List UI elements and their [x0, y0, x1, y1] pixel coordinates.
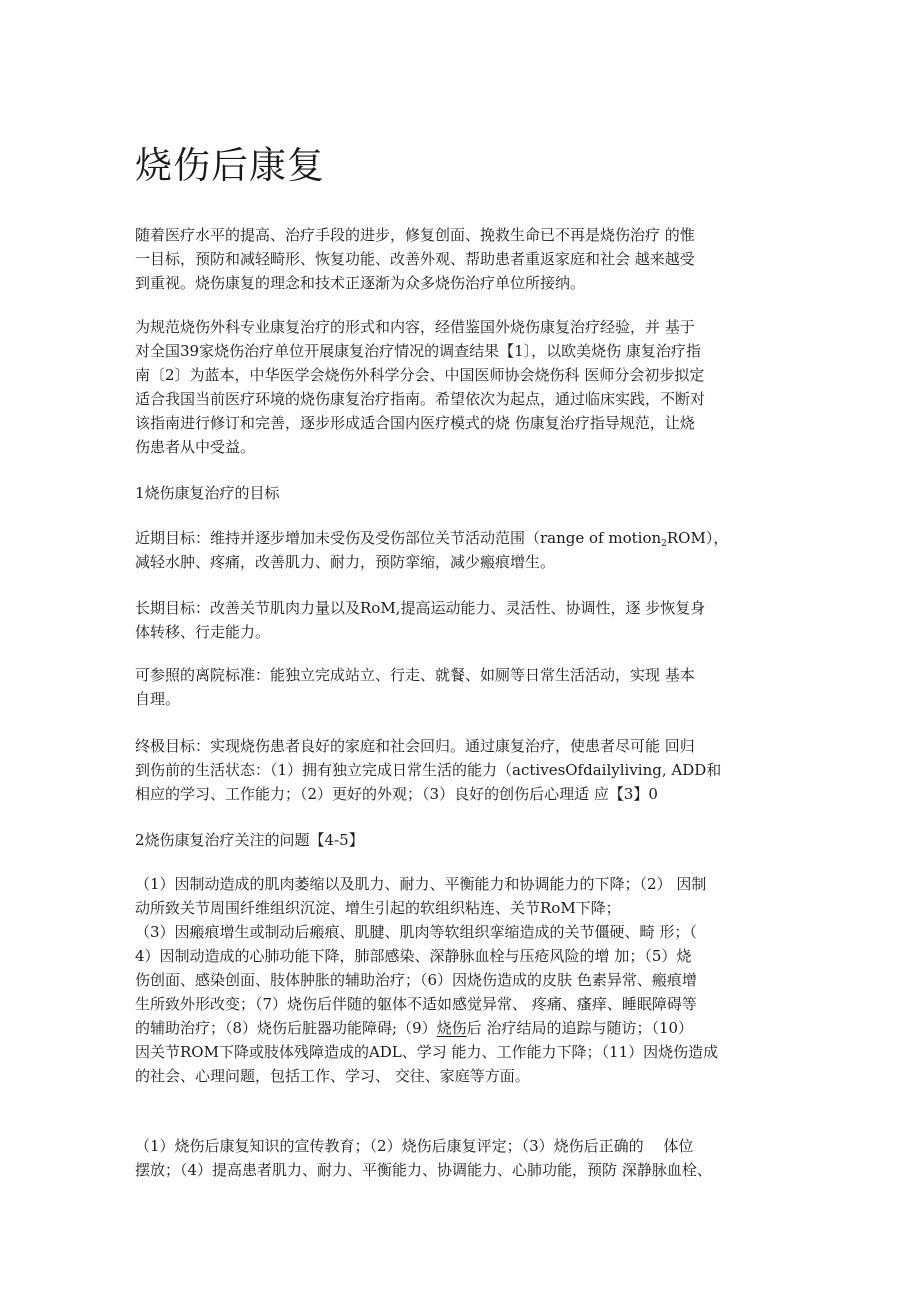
text-line: 4）因制动造成的心肺功能下降，肺部感染、深静脉血栓与压疮风险的增 加；（5）烧 [135, 947, 692, 965]
text-line: 可参照的离院标准：能独立完成站立、行走、就餐、如厕等日常生活活动，实现 基本 [135, 666, 695, 684]
text-line: 对全国39家烧伤治疗单位开展康复治疗情况的调查结果【1〕，以欧美烧伤 康复治疗指 [135, 342, 701, 360]
text-line [135, 1016, 790, 1040]
text-line: 自理。 [135, 690, 181, 708]
text-segment: 的辅助治疗；（8）烧伤后脏器功能障碍;（9） [135, 1019, 437, 1037]
text-line: 该指南进行修订和完善，逐步形成适合国内医疗模式的烧 伤康复治疗指导规范，让烧 [135, 414, 695, 432]
text-line: （3）因瘢痕增生或制动后瘢痕、肌腱、肌肉等软组织挛缩造成的关节僵硬、畸 形；（ [135, 923, 697, 941]
text-line: （1）烧伤后康复知识的宣传教育；（2）烧伤后康复评定；（3）烧伤后正确的 体位 [135, 1137, 694, 1155]
text-line: 随着医疗水平的提高、治疗手段的进步，修复创面、挽救生命已不再是烧伤治疗 的惟 [135, 226, 695, 244]
text-line: 伤创面、感染创面、肢体肿胀的辅助治疗；（6）因烧伤造成的皮肤 色素异常、瘢痕增 [135, 971, 697, 989]
text-line [135, 526, 790, 550]
text-line: 动所致关节周围纤维组织沉淀、增生引起的软组织粘连、关节RoM下降； [135, 899, 621, 917]
text-line: 因关节ROM下降或肢体残障造成的ADL、学习 能力、工作能力下降；（11）因烧伤造成 [135, 1043, 719, 1061]
text-segment: 后 治疗结局的追踪与随访；（10） [466, 1019, 694, 1037]
section-heading: 1烧伤康复治疗的目标 [135, 484, 280, 502]
text-line: 一目标，预防和减轻畸形、恢复功能、改善外观、帮助患者重返家庭和社会 越来越受 [135, 250, 695, 268]
discharge-criteria-paragraph [135, 663, 790, 711]
text-line: 体转移、行走能力。 [135, 623, 271, 641]
text-line: 生所致外形改变；（7）烧伤后伴随的躯体不适如感觉异常、 疼痛、瘙痒、睡眠障碍等 [135, 995, 697, 1013]
text-line: 到重视。烧伤康复的理念和技术正逐渐为众多烧伤治疗单位所接纳。 [135, 274, 586, 292]
text-line: 长期目标：改善关节肌肉力量以及RoM,提高运动能力、灵活性、协调性，逐 步恢复身 [135, 599, 706, 617]
background-paragraph [135, 315, 790, 459]
text-segment: ROM）， [666, 529, 729, 547]
problems-paragraph [135, 872, 790, 1088]
ultimate-goal-paragraph [135, 734, 790, 806]
text-line: 南〔2〕为蓝本，中华医学会烧伤外科学分会、中国医师协会烧伤科 医师分会初步拟定 [135, 366, 705, 384]
page-title: 烧伤后康复 [135, 144, 325, 187]
text-segment: 近期目标：维持并逐步增加未受伤及受伤部位关节活动范围（range of motion [135, 529, 662, 547]
text-line: 相应的学习、工作能力；（2）更好的外观；（3）良好的创伤后心理适 应【3】0 [135, 785, 658, 803]
text-line: 终极目标：实现烧伤患者良好的家庭和社会回归。通过康复治疗，使患者尽可能 回归 [135, 737, 695, 755]
near-term-goal-paragraph [135, 526, 790, 574]
section-heading: 2烧伤康复治疗关注的问题【4-5】 [135, 831, 364, 849]
intro-paragraph [135, 223, 790, 295]
text-line: 减轻水肿、疼痛，改善肌力、耐力，预防挛缩，减少瘢痕增生。 [135, 553, 556, 571]
text-line: 伤患者从中受益。 [135, 438, 256, 456]
underlined-text: 烧伤 [436, 1019, 467, 1037]
measures-paragraph [135, 1134, 790, 1182]
text-line: 适合我国当前医疗环境的烧伤康复治疗指南。希望依次为起点，通过临床实践，不断对 [135, 390, 706, 408]
section1-heading [135, 481, 790, 505]
section2-heading [135, 828, 790, 852]
long-term-goal-paragraph [135, 596, 790, 644]
text-line: 到伤前的生活状态：（1）拥有独立完成日常生活的能力（activesOfdailyliving, ADD和 [135, 761, 722, 779]
text-line: 为规范烧伤外科专业康复治疗的形式和内容，经借鉴国外烧伤康复治疗经验，并 基于 [135, 318, 695, 336]
text-line: （1）因制动造成的肌肉萎缩以及肌力、耐力、平衡能力和协调能力的下降；（2） 因制 [135, 875, 707, 893]
text-line: 的社会、心理问题，包括工作、学习、 交往、家庭等方面。 [135, 1067, 530, 1085]
subscript: 2 [661, 539, 667, 549]
text-line: 摆放；（4）提高患者肌力、耐力、平衡能力、协调能力、心肺功能，预防 深静脉血栓、 [135, 1161, 712, 1179]
